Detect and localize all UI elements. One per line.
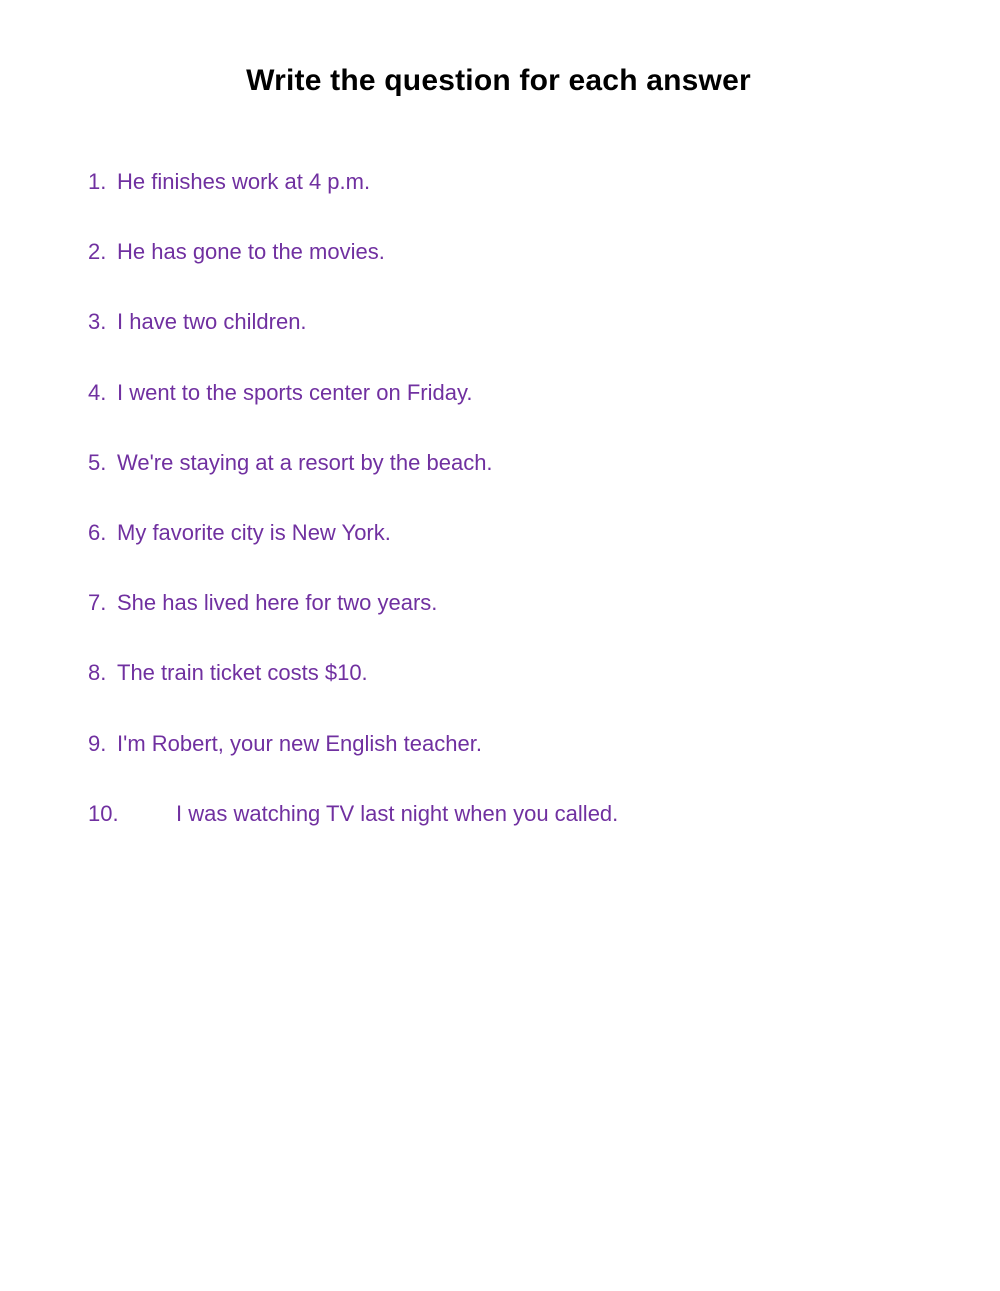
question-number: 4.: [88, 379, 107, 405]
question-number: 1.: [88, 169, 107, 194]
question-item-6: [88, 517, 618, 587]
question-number: 2.: [88, 239, 107, 265]
question-number: 8.: [88, 660, 107, 686]
question-answer-text: I'm Robert, your new English teacher.: [117, 730, 482, 756]
question-answer-text: I went to the sports center on Friday.: [117, 379, 473, 405]
page-title: Write the question for each answer: [246, 64, 751, 97]
question-number: 3.: [88, 309, 107, 335]
question-answer-text: The train ticket costs $10.: [117, 660, 368, 686]
question-number: 9.: [88, 730, 107, 756]
question-number: 7.: [88, 590, 107, 616]
question-number: 6.: [88, 519, 107, 545]
question-item-1: [88, 166, 618, 236]
question-answer-text: I have two children.: [117, 309, 307, 335]
question-item-7: [88, 587, 618, 657]
question-item-9: [88, 728, 618, 798]
question-answer-text: My favorite city is New York.: [117, 519, 391, 545]
question-item-8: [88, 657, 618, 727]
question-number: 10.: [88, 800, 119, 826]
question-answer-text: I was watching TV last night when you called.: [176, 800, 619, 826]
question-item-10: [88, 798, 618, 868]
question-number: 5.: [88, 449, 107, 475]
question-answer-text: He has gone to the movies.: [117, 239, 385, 265]
question-answer-text: We're staying at a resort by the beach.: [117, 449, 493, 475]
question-item-4: [88, 377, 618, 447]
question-answer-text: She has lived here for two years.: [117, 590, 438, 616]
question-item-2: [88, 236, 618, 306]
question-item-5: [88, 447, 618, 517]
question-item-3: [88, 306, 618, 376]
question-list: [88, 166, 618, 868]
question-answer-text: He finishes work at 4 p.m.: [117, 169, 371, 194]
